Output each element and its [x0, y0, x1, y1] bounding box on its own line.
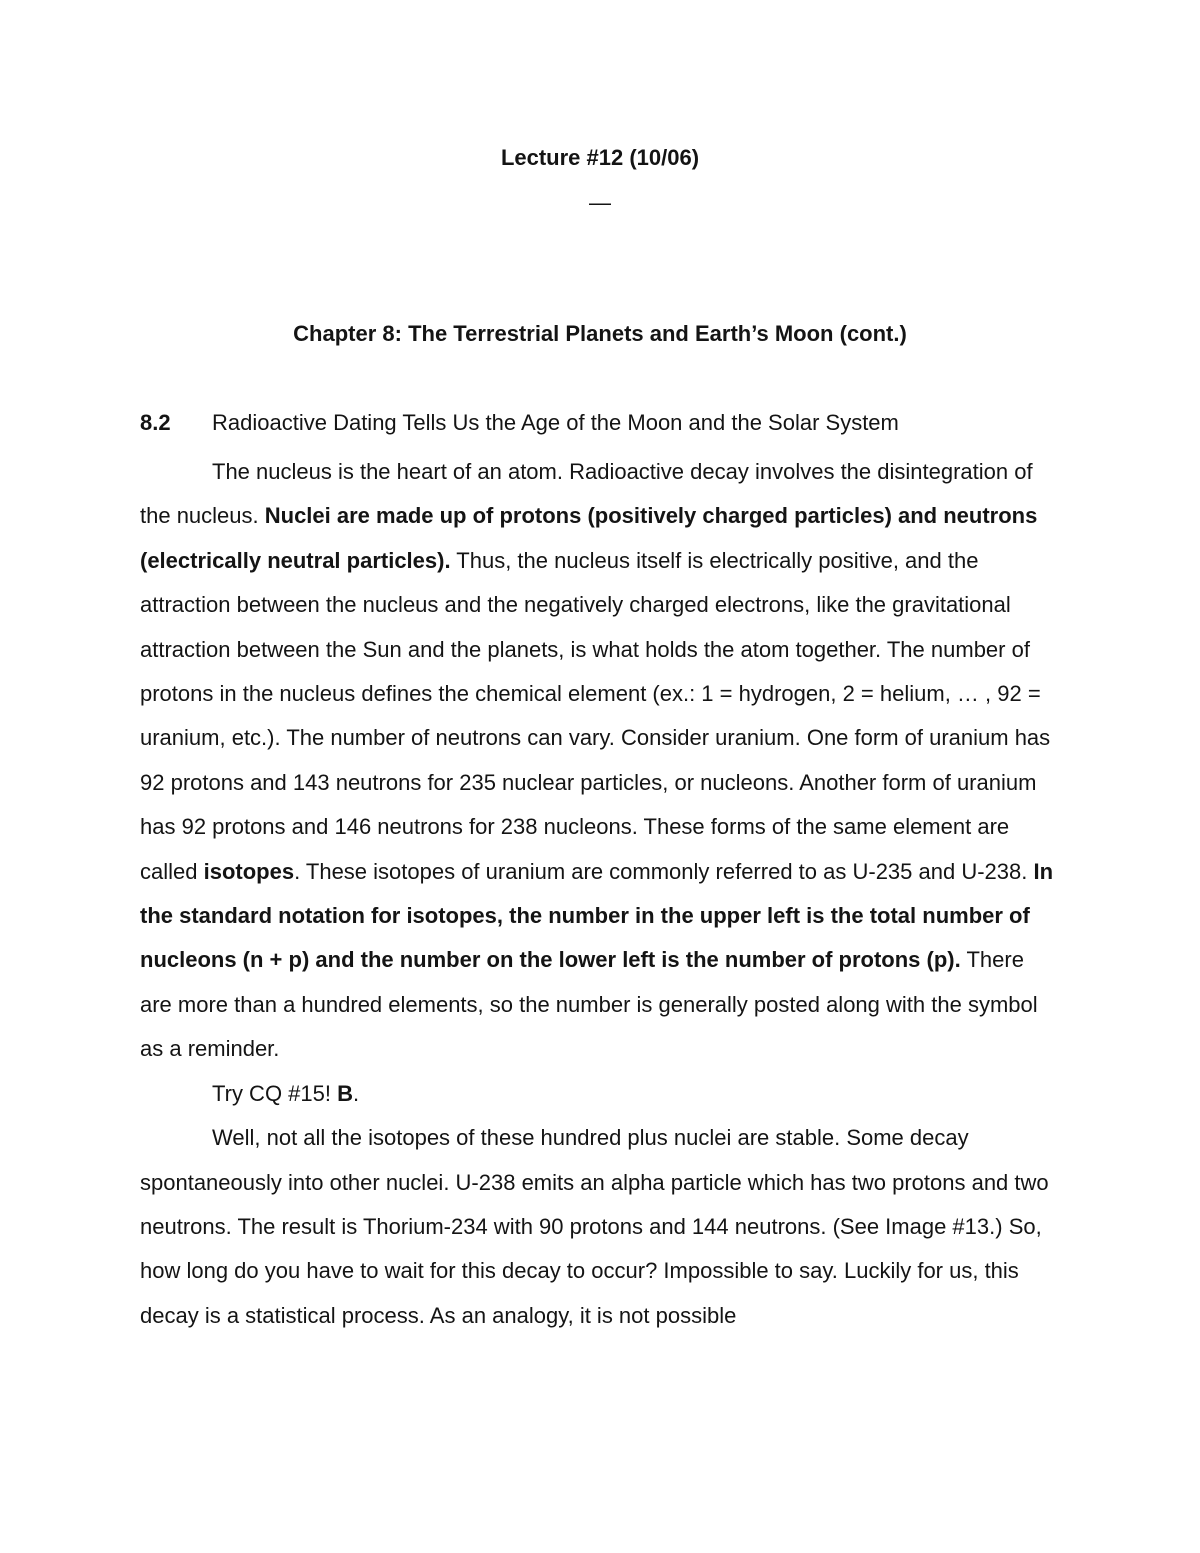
- section-title: Radioactive Dating Tells Us the Age of the Moon and the Solar System: [212, 410, 899, 435]
- section-number: 8.2: [140, 410, 171, 435]
- paragraph-1: [140, 450, 1060, 1072]
- p1-text-2: Thus, the nucleus itself is electrically positive, and the attraction between the nucleus and the negatively charged electrons, like the gravitational attraction between the Sun and the planets, is what holds the atom together. The number of protons in the nucleus defines the chemical element (ex.: 1 = hydrogen, 2 = helium, … , 92 = uranium, etc.). The number of neutrons can vary. Consider uranium. One form of uranium has 92 protons and 143 neutrons for 235 nuclear particles, or nucleons. Another form of uranium has 92 protons and 146 neutrons for 238 nucleons. These forms of the same element are called: [140, 547, 1051, 884]
- chapter-title: Chapter 8: The Terrestrial Planets and Earth’s Moon (cont.): [293, 321, 907, 346]
- p1-text-1: The nucleus is the heart of an atom. Radioactive decay involves the disintegration of the nucleus.: [140, 459, 1033, 529]
- section-heading: [140, 406, 899, 440]
- p2-text-2: .: [353, 1080, 360, 1106]
- title-dash: —: [589, 190, 611, 215]
- p1-text-4: There are more than a hundred elements, so the number is generally posted along with the symbol as a reminder.: [140, 947, 1038, 1062]
- p1-bold-nuclei: Nuclei are made up of protons (positively charged particles) and neutrons (electrically neutral particles).: [140, 503, 1038, 573]
- p1-text-3: . These isotopes of uranium are commonly referred to as U-235 and U-238.: [294, 858, 1034, 884]
- paragraph-3: [140, 1116, 1060, 1338]
- p1-bold-isotopes: isotopes: [203, 858, 295, 884]
- body-text: [140, 450, 1060, 1338]
- p2-text-1: Try CQ #15!: [212, 1080, 338, 1106]
- paragraph-2: [140, 1072, 1060, 1116]
- p1-bold-notation: In the standard notation for isotopes, the number in the upper left is the total number of nucleons (n + p) and the number on the lower left is the number of protons (p).: [140, 858, 1054, 973]
- p3-text-1: Well, not all the isotopes of these hundred plus nuclei are stable. Some decay spontaneously into other nuclei. U-238 emits an alpha particle which has two protons and two neutrons. The result is Thorium-234 with 90 protons and 144 neutrons. (See Image #13.) So, how long do you have to wait for this decay to occur? Impossible to say. Luckily for us, this decay is a statistical process. As an analogy, it is not possible: [140, 1125, 1049, 1328]
- lecture-title: Lecture #12 (10/06): [500, 145, 700, 170]
- p2-bold-answer: B: [337, 1080, 353, 1106]
